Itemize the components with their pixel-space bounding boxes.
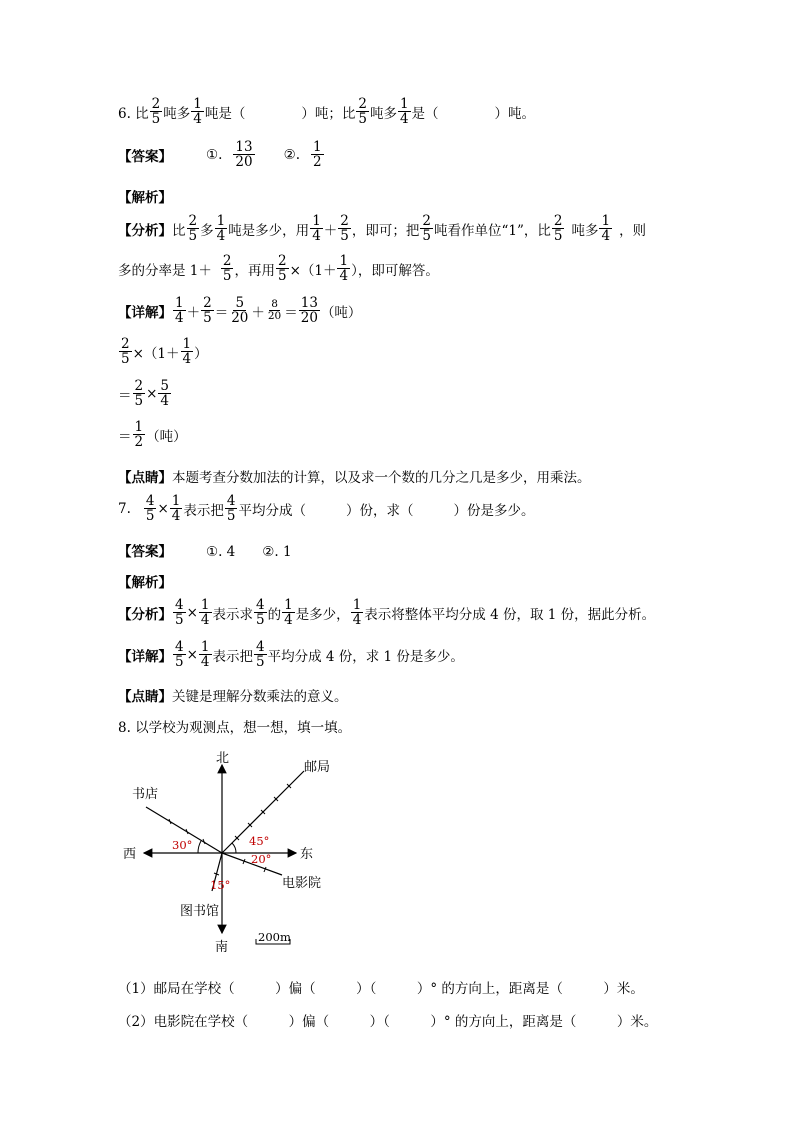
q6-question: 6. 比 $\frac{2}{5}$ 吨多 $\frac{1}{4}$ 吨是（ ）吨；比 $\frac{2}{5}$ 吨多 $\frac{1}{4}$ 是（ ）吨。 <box>118 96 536 128</box>
q6-analysis-label: 【解析】 <box>118 190 172 206</box>
q7-dianjing: 【点睛】 关键是理解分数乘法的意义。 <box>118 689 348 705</box>
fraction: $\frac{1}{2}$ <box>313 139 322 171</box>
fraction: $\frac{1}{4}$ <box>193 96 202 128</box>
north-label: 北 <box>216 751 230 766</box>
angle-arc-ne <box>232 843 236 853</box>
angle-west-label: 30° <box>172 838 193 852</box>
cinema-label: 电影院 <box>282 876 322 891</box>
angle-se-label: 20° <box>251 852 272 866</box>
east-label: 东 <box>300 847 314 862</box>
fraction: $\frac{1}{4}$ <box>399 96 409 128</box>
q8-title: 8. 以学校为观测点，想一想，填一填。 <box>118 720 352 736</box>
angle-ne-label: 45° <box>249 834 270 848</box>
q7-xiangjie: 【详解】 $\frac{4}{5}$ × $\frac{1}{4}$ 表示把 $\frac{4}{5}$ 平均分成 4 份，求 1 份是多少。 <box>118 639 464 671</box>
q6-dianjing: 【点睛】 本题考查分数加法的计算，以及求一个数的几分之几是多少，用乘法。 <box>118 470 591 486</box>
south-label: 南 <box>215 940 229 955</box>
bookstore-label: 书店 <box>132 787 159 802</box>
q8-sub1: （1）邮局在学校（ ）偏（ ）（ ）° 的方向上，距离是（ ）米。 <box>118 981 644 997</box>
direction-diagram <box>110 745 350 960</box>
fraction: $\frac{2}{5}$ <box>358 96 367 128</box>
q7-fenxi: 【分析】 $\frac{4}{5}$ × $\frac{1}{4}$ 表示求 $\frac{4}{5}$ 的 $\frac{1}{4}$ 是多少， $\frac{1}{4}$ 表示将整体平均分成 4 份，取 1 份，据此分析。 <box>118 597 656 629</box>
q8-sub2: （2）电影院在学校（ ）偏（ ）（ ）° 的方向上，距离是（ ）米。 <box>118 1014 658 1030</box>
q6-answer: 【答案】 ①. $\frac{13}{20}$ ②. $\frac{1}{2}$ <box>118 139 322 171</box>
angle-s-label: 15° <box>210 878 231 892</box>
q7-answer: 【答案】 ①. 4 ②. 1 <box>118 544 292 560</box>
scale-label: 200m <box>258 930 291 944</box>
west-label: 西 <box>123 847 137 862</box>
fraction: $\frac{13}{20}$ <box>235 139 253 171</box>
angle-arc-west <box>198 841 201 853</box>
post-office-label: 邮局 <box>304 760 331 775</box>
q6-step-4: ＝ $\frac{1}{2}$ （吨） <box>118 419 187 451</box>
library-label: 图书馆 <box>180 904 220 919</box>
q6-xiangjie: 【详解】 $\frac{1}{4}$ ＋ $\frac{2}{5}$ ＝ $\frac{5}{20}$ ＋ $\frac{8}{20}$ ＝ $\frac{13}{20}$ （吨） <box>118 295 362 327</box>
fraction: $\frac{2}{5}$ <box>151 96 161 128</box>
q6-fenxi-2: 多的分率是 1＋ $\frac{2}{5}$ ，再用 $\frac{2}{5}$ ×（1＋ $\frac{1}{4}$ ），即可解答。 <box>118 253 439 285</box>
q6-step-2: $\frac{2}{5}$ ×（1＋ $\frac{1}{4}$ ） <box>121 336 208 368</box>
q6-fenxi: 【分析】 比 $\frac{2}{5}$ 多 $\frac{1}{4}$ 吨是多少，用 $\frac{1}{4}$ ＋ $\frac{2}{5}$ ，即可；把 $\frac{2}{5}$ 吨看作单位“1”，比 $\frac{2}{5}$ 吨多 $\frac{1}{4}$ ，则 <box>118 213 647 245</box>
q6-step-3: ＝ $\frac{2}{5}$ × $\frac{5}{4}$ <box>118 378 169 410</box>
q7-analysis-label: 【解析】 <box>118 575 172 591</box>
q7-question: 7. $\frac{4}{5}$ × $\frac{1}{4}$ 表示把 $\frac{4}{5}$ 平均分成（ ）份，求（ ）份是多少。 <box>118 493 535 525</box>
